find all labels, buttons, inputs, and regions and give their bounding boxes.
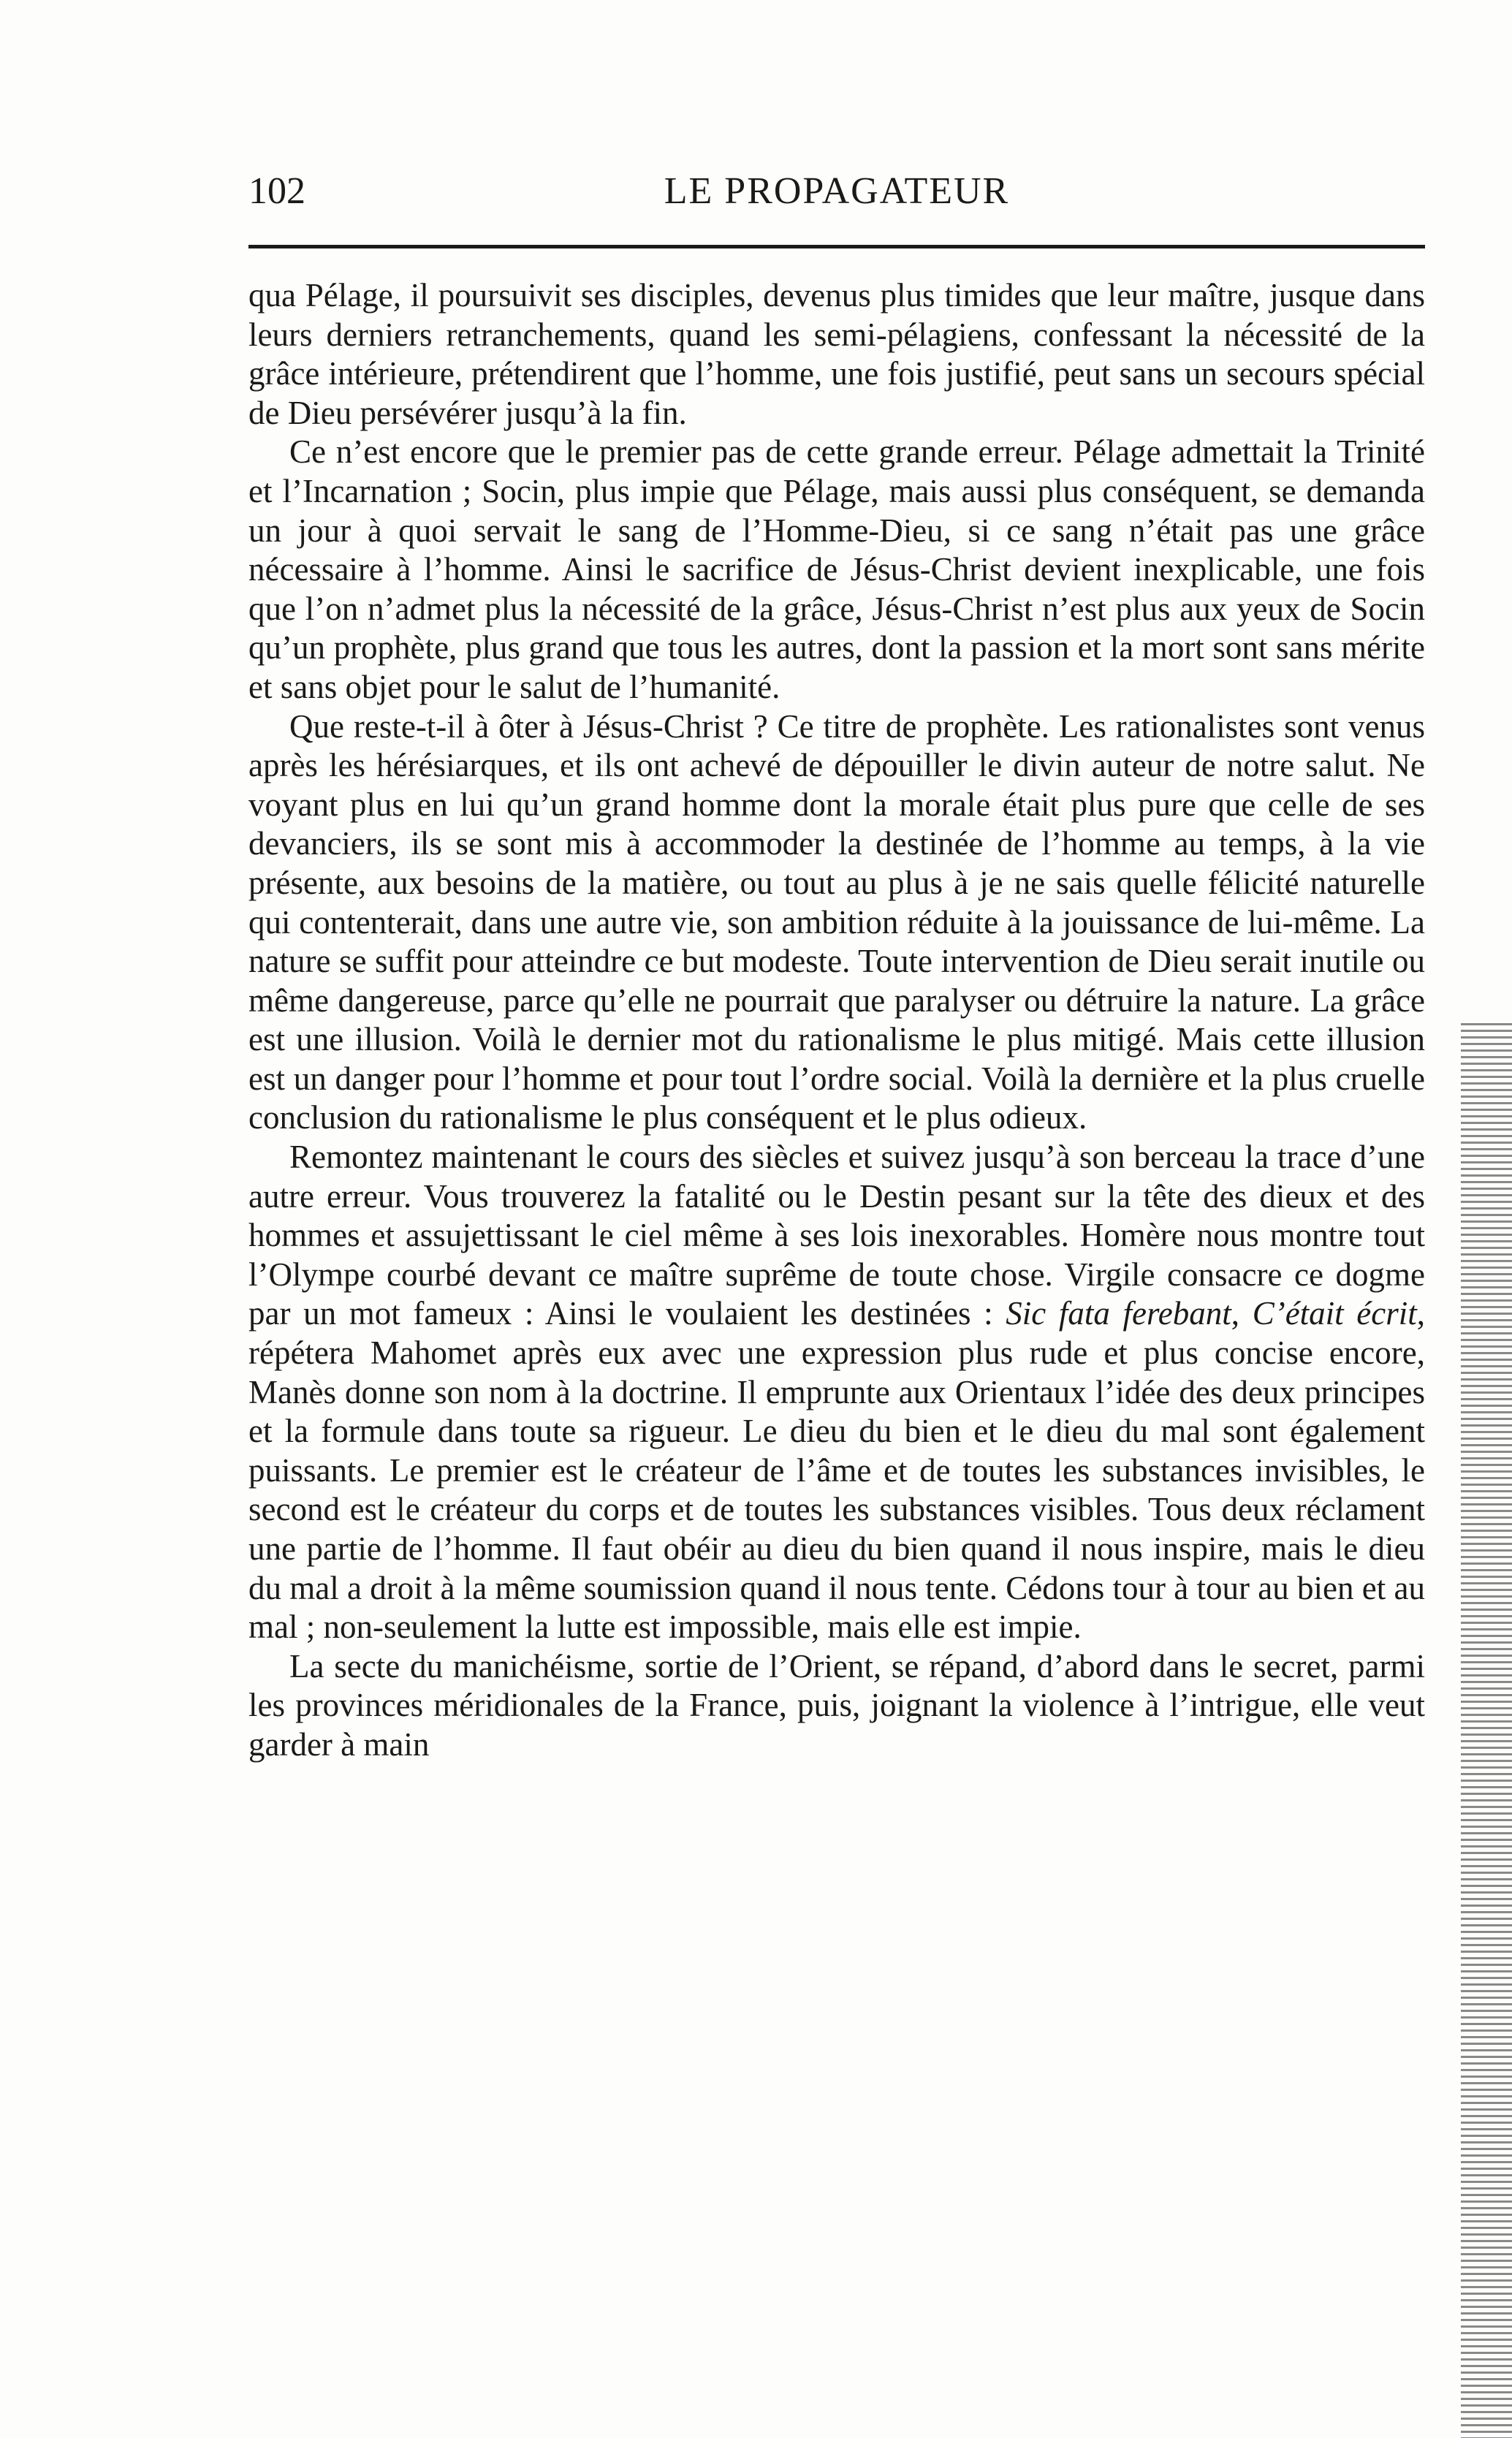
running-title: LE PROPAGATEUR [664,170,1010,212]
body-text [248,276,1425,1765]
paragraph-3: Que reste-t-il à ôter à Jésus-Christ ? Ce titre de prophète. Les rationalistes sont venus après les hérésiarques, et ils ont achevé de dépouiller le divin auteur de notre salut. Ne voyant plus en lui qu’un grand homme dont la morale était plus pure que celle de ses devanciers, ils se sont mis à accommoder la destinée de l’homme au temps, à la vie présente, aux besoins de la matière, ou tout au plus à je ne sais quelle félicité naturelle qui contenterait, dans une autre vie, son ambition réduite à la jouissance de lui-même. La nature se suffit pour atteindre ce but modeste. Toute intervention de Dieu serait inutile ou même dangereuse, parce qu’elle ne pourrait que paralyser ou détruire la nature. La grâce est une illusion. Voilà le dernier mot du rationalisme le plus mitigé. Mais cette illusion est un danger pour l’homme et pour tout l’ordre social. Voilà la dernière et la plus cruelle conclusion du rationalisme le plus conséquent et le plus odieux. [248,707,1425,1136]
paragraph-4 [248,1138,1425,1647]
page-number: 102 [248,170,305,212]
paragraph-4-part-1: Remontez maintenant le cours des siècles et suivez jusqu’à son berceau la trace d’une autre erreur. Vous trouverez la fatalité ou le Destin pesant sur la tête des dieux et des hommes et assujettissant le ciel même à ses lois inexorables. Homère nous montre tout l’Olympe courbé devant ce maître suprême de toute chose. Virgile consacre ce dogme par un mot fameux : Ainsi le voulaient les destinées : [248,1139,1425,1332]
latin-quote: Sic fata ferebant [1006,1295,1231,1332]
paragraph-4-part-2: , répétera Mahomet après eux avec une expression plus rude et plus concise encore, Manès donne son nom à la doctrine. Il emprunte aux Orientaux l’idée des deux principes et la formule dans toute sa rigueur. Le dieu du bien et le dieu du mal sont également puissants. Le premier est le créateur de l’âme et de toutes les substances invisibles, le second est le créateur du corps et de toutes les substances visibles. Tous deux réclament une partie de l’homme. Il faut obéir au dieu du bien quand il nous inspire, mais le dieu du mal a droit à la même soumission quand il nous tente. Cédons tour à tour au bien et au mal ; non-seulement la lutte est impossible, mais elle est impie. [248,1295,1426,1646]
paragraph-2: Ce n’est encore que le premier pas de cette grande erreur. Pélage admettait la Trinité et l’Incarnation ; Socin, plus impie que Pélage, mais aussi plus conséquent, se demanda un jour à quoi servait le sang de l’Homme-Dieu, si ce sang n’était pas une grâce nécessaire à l’homme. Ainsi le sacrifice de Jésus-Christ devient inexplicable, une fois que l’on n’admet plus la nécessité de la grâce, Jésus-Christ n’est plus aux yeux de Socin qu’un prophète, plus grand que tous les autres, dont la passion et la mort sont sans mérite et sans objet pour le salut de l’humanité. [248,433,1425,705]
scanned-page-edge [1461,1023,1512,2438]
header-rule [248,245,1425,248]
page-header [248,162,1425,221]
paragraph-1: qua Pélage, il poursuivit ses disciples, devenus plus timides que leur maître, jusque dans leurs derniers retranchements, quand les semi-pélagiens, confessant la nécessité de la grâce intérieure, prétendirent que l’homme, une fois justifié, peut sans un secours spécial de Dieu persévérer jusqu’à la fin. [248,277,1425,431]
french-quote: C’était écrit [1252,1295,1417,1332]
quote-comma: , [1231,1295,1240,1332]
paragraph-5: La secte du manichéisme, sortie de l’Orient, se répand, d’abord dans le secret, parmi les provinces méridionales de la France, puis, joignant la violence à l’intrigue, elle veut garder à main [248,1647,1425,1763]
